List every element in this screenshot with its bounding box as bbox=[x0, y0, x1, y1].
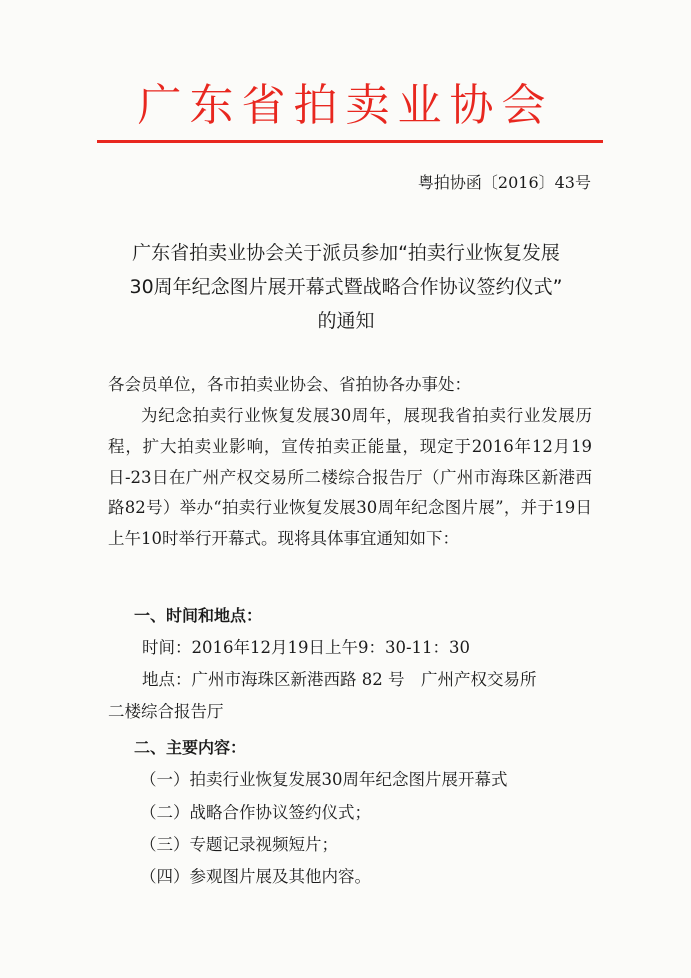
event-place-line-1: 地点：广州市海珠区新港西路 82 号 广州产权交易所 bbox=[142, 670, 537, 689]
event-place-line-2: 二楼综合报告厅 bbox=[108, 702, 224, 721]
notice-title-line-1: 广东省拍卖业协会关于派员参加“拍卖行业恢复发展 bbox=[132, 242, 560, 264]
notice-title-line-3: 的通知 bbox=[317, 310, 375, 332]
content-item-4: （四）参观图片展及其他内容。 bbox=[140, 867, 371, 886]
section-2-heading: 二、主要内容： bbox=[134, 738, 247, 757]
content-item-2: （二）战略合作协议签约仪式； bbox=[140, 803, 371, 822]
notice-title bbox=[96, 236, 596, 338]
event-time: 时间：2016年12月19日上午9：30-11：30 bbox=[142, 638, 471, 657]
salutation: 各会员单位，各市拍卖业协会、省拍协各办事处： bbox=[108, 375, 471, 394]
content-item-3: （三）专题记录视频短片； bbox=[140, 835, 338, 854]
section-1-heading: 一、时间和地点： bbox=[134, 606, 263, 625]
notice-title-line-2: 30周年纪念图片展开幕式暨战略合作协议签约仪式” bbox=[129, 276, 563, 298]
content-item-1: （一）拍卖行业恢复发展30周年纪念图片展开幕式 bbox=[140, 770, 508, 789]
letterhead-red-rule bbox=[97, 140, 603, 143]
intro-paragraph: 为纪念拍卖行业恢复发展30周年，展现我省拍卖行业发展历程，扩大拍卖业影响，宣传拍卖正能量，现定于2016年12月19日-23日在广州产权交易所二楼综合报告厅（广州市海珠区新港西路82号）举办“拍卖行业恢复发展30周年纪念图片展”，并于19日上午10时举行开幕式。现将具体事宜通知如下： bbox=[108, 406, 592, 549]
org-letterhead-title: 广东省拍卖业协会 bbox=[137, 80, 554, 131]
document-number: 粤拍协函〔2016〕43号 bbox=[417, 173, 591, 192]
